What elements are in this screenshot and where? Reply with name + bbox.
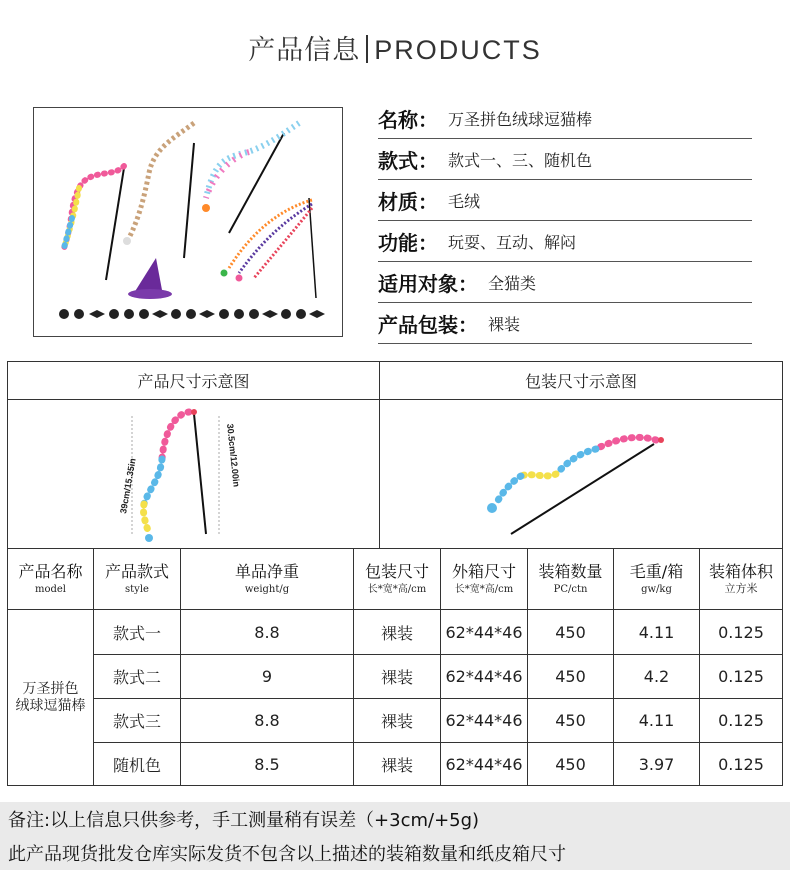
table-cell-style: 款式一	[112, 623, 161, 643]
info-value: 裸装	[488, 314, 521, 334]
info-value: 全猫类	[488, 273, 537, 293]
dim-label-left: 39cm/15.35in	[117, 457, 138, 515]
title-divider	[366, 35, 368, 63]
size-diagram-svg	[94, 404, 294, 544]
table-cell-style: 款式二	[112, 668, 161, 687]
dim-label-right: 30.5cm/12.00in	[224, 423, 242, 488]
spec-grid	[7, 361, 783, 786]
product-info-list	[378, 98, 752, 344]
product-name-cell	[8, 610, 93, 785]
table-cell-carton: 62*44*46	[445, 667, 523, 686]
info-value: 毛绒	[448, 191, 481, 211]
table-cell-qty: 450	[555, 754, 586, 774]
col-header-pack-size: 包装尺寸 长*宽*高/cm	[364, 562, 429, 596]
note-line-2: 此产品现货批发仓库实际发货不包含以上描述的装箱数量和纸皮箱尺寸	[0, 836, 790, 870]
table-cell-qty: 450	[555, 667, 586, 686]
table-cell-gw: 3.97	[638, 754, 675, 774]
title-en: PRODUCTS	[374, 35, 542, 65]
col-header-volume: 装箱体积 立方米	[708, 561, 773, 596]
table-cell-pack: 裸装	[380, 755, 413, 775]
col-header-quantity: 装箱数量 PC/ctn	[538, 562, 603, 596]
table-cell-style: 款式三	[112, 712, 161, 731]
col-header-carton-size: 外箱尺寸 长*宽*高/cm	[451, 562, 516, 596]
size-diagram-title: 产品尺寸示意图	[137, 372, 250, 391]
info-row-material	[378, 180, 752, 221]
info-key: 材质：	[378, 189, 438, 214]
table-cell-qty: 450	[555, 711, 586, 730]
table-cell-vol: 0.125	[718, 754, 764, 774]
title-cn: 产品信息	[248, 35, 361, 66]
table-cell-weight: 8.8	[254, 622, 280, 642]
table-cell-weight: 8.8	[254, 711, 280, 730]
pack-diagram-title: 包装尺寸示意图	[524, 372, 637, 391]
info-row-package	[378, 303, 752, 344]
info-row-function	[378, 221, 752, 262]
info-row-target	[378, 262, 752, 303]
info-key: 功能：	[378, 230, 438, 255]
info-key: 名称：	[378, 107, 438, 132]
product-name-line1: 万圣拼色	[22, 680, 79, 697]
pack-diagram-svg	[466, 404, 696, 544]
table-cell-gw: 4.11	[638, 711, 675, 730]
info-key: 适用对象：	[378, 271, 478, 296]
product-photo	[33, 107, 343, 337]
col-header-model: 产品名称 model	[18, 562, 83, 596]
table-cell-gw: 4.2	[643, 667, 670, 686]
table-cell-pack: 裸装	[380, 623, 413, 643]
col-header-gross-weight: 毛重/箱 gw/kg	[629, 562, 684, 596]
col-header-weight: 单品净重 weight/g	[234, 562, 299, 596]
info-value: 款式一、三、随机色	[448, 150, 593, 170]
table-cell-vol: 0.125	[718, 711, 764, 730]
table-cell-carton: 62*44*46	[445, 622, 523, 642]
page-title	[0, 28, 790, 67]
info-key: 款式：	[378, 148, 438, 173]
table-cell-pack: 裸装	[380, 668, 413, 687]
cat-teaser-illustration	[34, 108, 342, 336]
table-cell-weight: 9	[261, 667, 273, 686]
table-cell-style: 随机色	[112, 755, 161, 775]
info-value: 万圣拼色绒球逗猫棒	[448, 109, 593, 129]
table-cell-qty: 450	[555, 622, 586, 642]
size-diagram	[8, 400, 379, 548]
table-cell-vol: 0.125	[718, 622, 764, 642]
table-cell-gw: 4.11	[638, 622, 675, 642]
info-row-style	[378, 139, 752, 180]
info-key: 产品包装：	[378, 312, 478, 337]
info-row-name	[378, 98, 752, 139]
info-value: 玩耍、互动、解闷	[448, 232, 577, 252]
table-cell-vol: 0.125	[718, 667, 764, 686]
col-header-style: 产品款式 style	[104, 562, 169, 596]
table-cell-carton: 62*44*46	[445, 754, 523, 774]
table-cell-carton: 62*44*46	[445, 711, 523, 730]
product-name-line2: 绒球逗猫棒	[15, 697, 86, 714]
table-cell-pack: 裸装	[380, 712, 413, 731]
table-cell-weight: 8.5	[254, 754, 280, 774]
note-line-1: 备注:以上信息只供参考，手工测量稍有误差（+3cm/+5g)	[0, 802, 790, 836]
pack-diagram	[380, 400, 782, 548]
